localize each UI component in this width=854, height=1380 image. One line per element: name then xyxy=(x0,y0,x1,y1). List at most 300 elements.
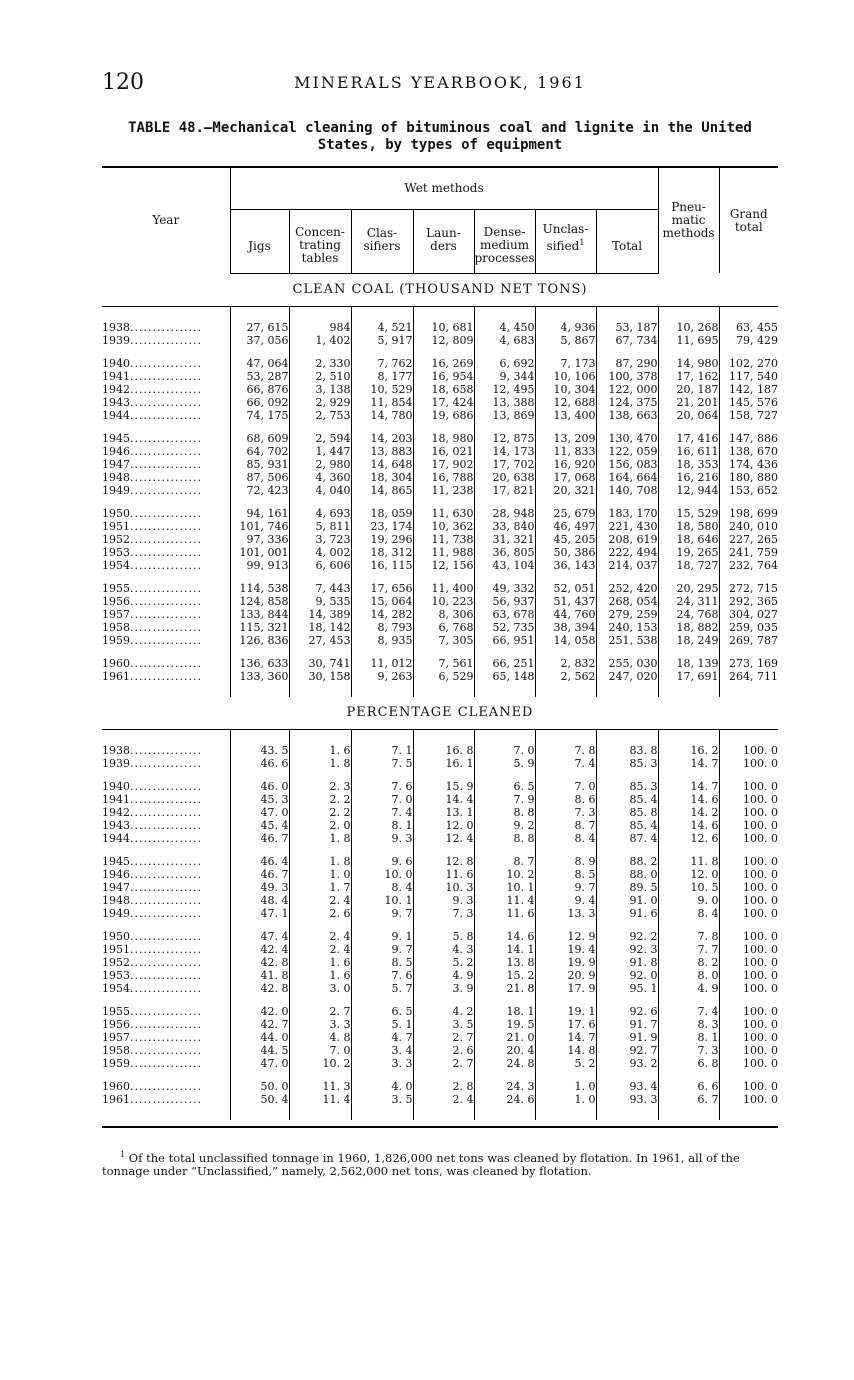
classifiers-cell: 18, 312 xyxy=(351,546,413,559)
classifiers-cell: 18, 304 xyxy=(351,471,413,484)
grand-total-cell: 100. 0 xyxy=(719,819,778,832)
unclassified-cell: 1. 0 xyxy=(535,1093,596,1106)
jigs-cell: 37, 056 xyxy=(230,334,289,347)
table-row xyxy=(102,657,778,670)
dense-medium-cell: 8. 7 xyxy=(474,855,535,868)
year-cell xyxy=(102,907,230,920)
jigs-cell: 66, 876 xyxy=(230,383,289,396)
grand-total-cell: 147, 886 xyxy=(719,432,778,445)
year-cell xyxy=(102,1044,230,1057)
launders-cell: 11. 6 xyxy=(413,868,474,881)
jigs-cell: 44. 5 xyxy=(230,1044,289,1057)
classifiers-cell: 9. 3 xyxy=(351,832,413,845)
table-row xyxy=(102,533,778,546)
jigs-cell: 47. 0 xyxy=(230,1057,289,1070)
pneumatic-cell: 12. 0 xyxy=(658,868,719,881)
unclassified-cell: 2, 832 xyxy=(535,657,596,670)
grand-total-cell: 292, 365 xyxy=(719,595,778,608)
running-head: MINERALS YEARBOOK, 1961 xyxy=(294,73,586,92)
year-cell xyxy=(102,484,230,497)
jigs-cell: 133, 360 xyxy=(230,670,289,683)
classifiers-cell: 9. 6 xyxy=(351,855,413,868)
pneumatic-cell: 16, 611 xyxy=(658,445,719,458)
table-row xyxy=(102,471,778,484)
table-row xyxy=(102,744,778,757)
concentrating-tables-cell: 5, 811 xyxy=(289,520,351,533)
year-cell xyxy=(102,432,230,445)
year-cell xyxy=(102,445,230,458)
concentrating-tables-cell: 2. 2 xyxy=(289,793,351,806)
year-cell xyxy=(102,1080,230,1093)
table-row xyxy=(102,559,778,572)
leader-dots: ................ xyxy=(130,929,202,943)
table-row xyxy=(102,409,778,422)
dense-medium-cell: 56, 937 xyxy=(474,595,535,608)
unclassified-cell: 10, 106 xyxy=(535,370,596,383)
concentrating-tables-cell: 3. 3 xyxy=(289,1018,351,1031)
header-wet-methods: Wet methods xyxy=(230,167,658,209)
leader-dots: ................ xyxy=(130,779,202,793)
total-cell: 95. 1 xyxy=(596,982,658,995)
leader-dots: ................ xyxy=(130,581,202,595)
year-cell xyxy=(102,321,230,334)
year-label: 1961 xyxy=(102,1092,130,1106)
concentrating-tables-cell: 2. 0 xyxy=(289,819,351,832)
jigs-cell: 126, 836 xyxy=(230,634,289,647)
launders-cell: 10, 223 xyxy=(413,595,474,608)
total-cell: 53, 187 xyxy=(596,321,658,334)
unclassified-cell: 10, 304 xyxy=(535,383,596,396)
pneumatic-cell: 15, 529 xyxy=(658,507,719,520)
unclassified-cell: 46, 497 xyxy=(535,520,596,533)
total-cell: 92. 2 xyxy=(596,930,658,943)
unclassified-cell: 7. 4 xyxy=(535,757,596,770)
dense-medium-cell: 18. 1 xyxy=(474,1005,535,1018)
leader-dots: ................ xyxy=(130,756,202,770)
total-cell: 92. 0 xyxy=(596,969,658,982)
grand-total-cell: 100. 0 xyxy=(719,982,778,995)
jigs-cell: 41. 8 xyxy=(230,969,289,982)
concentrating-tables-cell: 4, 002 xyxy=(289,546,351,559)
pneumatic-cell: 20, 295 xyxy=(658,582,719,595)
pneumatic-cell: 14, 980 xyxy=(658,357,719,370)
unclassified-cell: 45, 205 xyxy=(535,533,596,546)
classifiers-cell: 7. 4 xyxy=(351,806,413,819)
leader-dots: ................ xyxy=(130,333,202,347)
dense-medium-cell: 7. 9 xyxy=(474,793,535,806)
pneumatic-cell: 16, 216 xyxy=(658,471,719,484)
launders-cell: 18, 980 xyxy=(413,432,474,445)
year-label: 1956 xyxy=(102,594,130,608)
group-spacer xyxy=(102,347,778,357)
leader-dots: ................ xyxy=(130,532,202,546)
launders-cell: 16, 788 xyxy=(413,471,474,484)
pneumatic-cell: 18, 249 xyxy=(658,634,719,647)
table-row xyxy=(102,1018,778,1031)
year-cell xyxy=(102,894,230,907)
pneumatic-cell: 18, 646 xyxy=(658,533,719,546)
classifiers-cell: 9, 263 xyxy=(351,670,413,683)
pneumatic-cell: 11, 695 xyxy=(658,334,719,347)
classifiers-cell: 8, 935 xyxy=(351,634,413,647)
year-cell xyxy=(102,1031,230,1044)
year-label: 1956 xyxy=(102,1017,130,1031)
grand-total-cell: 264, 711 xyxy=(719,670,778,683)
table-row xyxy=(102,907,778,920)
year-cell xyxy=(102,982,230,995)
year-label: 1941 xyxy=(102,792,130,806)
year-cell xyxy=(102,806,230,819)
grand-total-cell: 272, 715 xyxy=(719,582,778,595)
unclassified-cell: 8. 6 xyxy=(535,793,596,806)
leader-dots: ................ xyxy=(130,906,202,920)
dense-medium-cell: 63, 678 xyxy=(474,608,535,621)
concentrating-tables-cell: 2, 980 xyxy=(289,458,351,471)
launders-cell: 5. 2 xyxy=(413,956,474,969)
concentrating-tables-cell: 4, 693 xyxy=(289,507,351,520)
total-cell: 214, 037 xyxy=(596,559,658,572)
leader-dots: ................ xyxy=(130,519,202,533)
total-cell: 85. 3 xyxy=(596,780,658,793)
dense-medium-cell: 11. 4 xyxy=(474,894,535,907)
year-cell xyxy=(102,396,230,409)
year-label: 1961 xyxy=(102,669,130,683)
total-cell: 85. 3 xyxy=(596,757,658,770)
year-cell xyxy=(102,832,230,845)
page-header xyxy=(102,70,778,100)
grand-total-cell: 100. 0 xyxy=(719,868,778,881)
year-label: 1940 xyxy=(102,356,130,370)
year-cell xyxy=(102,1093,230,1106)
dense-medium-cell: 52, 735 xyxy=(474,621,535,634)
grand-total-cell: 102, 270 xyxy=(719,357,778,370)
launders-cell: 17, 902 xyxy=(413,458,474,471)
table-row xyxy=(102,520,778,533)
total-cell: 92. 6 xyxy=(596,1005,658,1018)
launders-cell: 11, 738 xyxy=(413,533,474,546)
table-row xyxy=(102,943,778,956)
concentrating-tables-cell: 1. 0 xyxy=(289,868,351,881)
concentrating-tables-cell: 14, 389 xyxy=(289,608,351,621)
table-row xyxy=(102,621,778,634)
unclassified-cell: 8. 9 xyxy=(535,855,596,868)
year-cell xyxy=(102,582,230,595)
jigs-cell: 46. 4 xyxy=(230,855,289,868)
year-cell xyxy=(102,409,230,422)
grand-total-cell: 100. 0 xyxy=(719,969,778,982)
grand-total-cell: 100. 0 xyxy=(719,1005,778,1018)
year-cell xyxy=(102,507,230,520)
table-row xyxy=(102,1044,778,1057)
dense-medium-cell: 15. 2 xyxy=(474,969,535,982)
pneumatic-cell: 10. 5 xyxy=(658,881,719,894)
jigs-cell: 42. 7 xyxy=(230,1018,289,1031)
launders-cell: 10. 3 xyxy=(413,881,474,894)
jigs-cell: 85, 931 xyxy=(230,458,289,471)
total-cell: 87. 4 xyxy=(596,832,658,845)
launders-cell: 16. 8 xyxy=(413,744,474,757)
classifiers-cell: 10. 0 xyxy=(351,868,413,881)
unclassified-cell: 25, 679 xyxy=(535,507,596,520)
table-row xyxy=(102,969,778,982)
footnote-text-line-2: tonnage under “Unclassified,” namely, 2,562,000 net tons, was cleaned by flotation. xyxy=(102,1163,592,1178)
section-end-spacer xyxy=(102,683,778,697)
year-label: 1942 xyxy=(102,382,130,396)
year-cell xyxy=(102,670,230,683)
leader-dots: ................ xyxy=(130,483,202,497)
dense-medium-cell: 12, 875 xyxy=(474,432,535,445)
jigs-cell: 42. 8 xyxy=(230,956,289,969)
dense-medium-cell: 14, 173 xyxy=(474,445,535,458)
total-cell: 91. 7 xyxy=(596,1018,658,1031)
group-spacer xyxy=(102,497,778,507)
leader-dots: ................ xyxy=(130,356,202,370)
total-cell: 91. 0 xyxy=(596,894,658,907)
jigs-cell: 47. 0 xyxy=(230,806,289,819)
pneumatic-cell: 14. 7 xyxy=(658,757,719,770)
dense-medium-cell: 20. 4 xyxy=(474,1044,535,1057)
pneumatic-cell: 14. 6 xyxy=(658,793,719,806)
concentrating-tables-cell: 6, 606 xyxy=(289,559,351,572)
grand-total-cell: 142, 187 xyxy=(719,383,778,396)
table-row xyxy=(102,634,778,647)
leader-dots: ................ xyxy=(130,854,202,868)
year-label: 1957 xyxy=(102,1030,130,1044)
year-cell xyxy=(102,868,230,881)
grand-total-cell: 100. 0 xyxy=(719,956,778,969)
concentrating-tables-cell: 2, 330 xyxy=(289,357,351,370)
group-spacer xyxy=(102,729,778,744)
year-label: 1945 xyxy=(102,431,130,445)
launders-cell: 17, 424 xyxy=(413,396,474,409)
grand-total-cell: 232, 764 xyxy=(719,559,778,572)
jigs-cell: 42. 8 xyxy=(230,982,289,995)
unclassified-cell: 52, 051 xyxy=(535,582,596,595)
unclassified-cell: 8. 5 xyxy=(535,868,596,881)
table-title xyxy=(102,120,778,154)
year-label: 1939 xyxy=(102,756,130,770)
grand-total-cell: 100. 0 xyxy=(719,793,778,806)
launders-cell: 2. 7 xyxy=(413,1057,474,1070)
pneumatic-cell: 7. 4 xyxy=(658,1005,719,1018)
pneumatic-cell: 8. 2 xyxy=(658,956,719,969)
page-number: 120 xyxy=(102,70,144,95)
pneumatic-cell: 6. 6 xyxy=(658,1080,719,1093)
total-cell: 93. 2 xyxy=(596,1057,658,1070)
jigs-cell: 27, 615 xyxy=(230,321,289,334)
total-cell: 247, 020 xyxy=(596,670,658,683)
data-table xyxy=(102,166,778,1128)
pneumatic-cell: 10, 268 xyxy=(658,321,719,334)
launders-cell: 11, 238 xyxy=(413,484,474,497)
leader-dots: ................ xyxy=(130,558,202,572)
jigs-cell: 64, 702 xyxy=(230,445,289,458)
dense-medium-cell: 24. 3 xyxy=(474,1080,535,1093)
concentrating-tables-cell: 1, 402 xyxy=(289,334,351,347)
footnote xyxy=(102,1148,778,1178)
leader-dots: ................ xyxy=(130,369,202,383)
dense-medium-cell: 8. 8 xyxy=(474,832,535,845)
leader-dots: ................ xyxy=(130,545,202,559)
table-row xyxy=(102,1080,778,1093)
year-label: 1946 xyxy=(102,444,130,458)
jigs-cell: 49. 3 xyxy=(230,881,289,894)
table-row xyxy=(102,819,778,832)
leader-dots: ................ xyxy=(130,955,202,969)
unclassified-cell: 20, 321 xyxy=(535,484,596,497)
unclassified-cell: 38, 394 xyxy=(535,621,596,634)
classifiers-cell: 14, 780 xyxy=(351,409,413,422)
leader-dots: ................ xyxy=(130,620,202,634)
grand-total-cell: 145, 576 xyxy=(719,396,778,409)
concentrating-tables-cell: 1. 6 xyxy=(289,969,351,982)
grand-total-cell: 153, 652 xyxy=(719,484,778,497)
concentrating-tables-cell: 30, 741 xyxy=(289,657,351,670)
jigs-cell: 115, 321 xyxy=(230,621,289,634)
year-label: 1938 xyxy=(102,320,130,334)
group-spacer xyxy=(102,306,778,321)
launders-cell: 11, 630 xyxy=(413,507,474,520)
pneumatic-cell: 18, 353 xyxy=(658,458,719,471)
launders-cell: 18, 658 xyxy=(413,383,474,396)
jigs-cell: 45. 3 xyxy=(230,793,289,806)
grand-total-cell: 100. 0 xyxy=(719,806,778,819)
launders-cell: 16, 269 xyxy=(413,357,474,370)
grand-total-cell: 227, 265 xyxy=(719,533,778,546)
classifiers-cell: 23, 174 xyxy=(351,520,413,533)
total-cell: 255, 030 xyxy=(596,657,658,670)
launders-cell: 12. 8 xyxy=(413,855,474,868)
total-cell: 130, 470 xyxy=(596,432,658,445)
concentrating-tables-cell: 2. 4 xyxy=(289,894,351,907)
classifiers-cell: 3. 3 xyxy=(351,1057,413,1070)
unclassified-cell: 11, 833 xyxy=(535,445,596,458)
table-row xyxy=(102,855,778,868)
jigs-cell: 87, 506 xyxy=(230,471,289,484)
table-row xyxy=(102,445,778,458)
leader-dots: ................ xyxy=(130,431,202,445)
classifiers-cell: 11, 854 xyxy=(351,396,413,409)
year-cell xyxy=(102,334,230,347)
table-row xyxy=(102,357,778,370)
year-cell xyxy=(102,943,230,956)
concentrating-tables-cell: 1. 8 xyxy=(289,855,351,868)
total-cell: 100, 378 xyxy=(596,370,658,383)
concentrating-tables-cell: 3, 138 xyxy=(289,383,351,396)
dense-medium-cell: 17, 821 xyxy=(474,484,535,497)
pneumatic-cell: 7. 7 xyxy=(658,943,719,956)
group-spacer xyxy=(102,422,778,432)
dense-medium-cell: 66, 951 xyxy=(474,634,535,647)
table-row xyxy=(102,670,778,683)
group-spacer xyxy=(102,770,778,780)
year-label: 1940 xyxy=(102,779,130,793)
table-row xyxy=(102,321,778,334)
table-row xyxy=(102,383,778,396)
table-row xyxy=(102,793,778,806)
launders-cell: 11, 988 xyxy=(413,546,474,559)
unclassified-cell: 19. 4 xyxy=(535,943,596,956)
leader-dots: ................ xyxy=(130,395,202,409)
total-cell: 222, 494 xyxy=(596,546,658,559)
grand-total-cell: 100. 0 xyxy=(719,1057,778,1070)
dense-medium-cell: 49, 332 xyxy=(474,582,535,595)
header-launders: Laun- ders xyxy=(413,209,474,273)
total-cell: 91. 9 xyxy=(596,1031,658,1044)
launders-cell: 7, 305 xyxy=(413,634,474,647)
leader-dots: ................ xyxy=(130,867,202,881)
unclassified-cell: 7, 173 xyxy=(535,357,596,370)
table-row xyxy=(102,982,778,995)
dense-medium-cell: 6. 5 xyxy=(474,780,535,793)
classifiers-cell: 10. 1 xyxy=(351,894,413,907)
dense-medium-cell: 31, 321 xyxy=(474,533,535,546)
table-row xyxy=(102,432,778,445)
year-label: 1943 xyxy=(102,818,130,832)
header-concentrating-tables: Concen- trating tables xyxy=(289,209,351,273)
year-cell xyxy=(102,595,230,608)
jigs-cell: 94, 161 xyxy=(230,507,289,520)
classifiers-cell: 14, 865 xyxy=(351,484,413,497)
unclassified-cell: 5, 867 xyxy=(535,334,596,347)
jigs-cell: 42. 0 xyxy=(230,1005,289,1018)
unclassified-cell: 14. 7 xyxy=(535,1031,596,1044)
year-label: 1951 xyxy=(102,519,130,533)
pneumatic-cell: 20, 064 xyxy=(658,409,719,422)
year-label: 1954 xyxy=(102,981,130,995)
concentrating-tables-cell: 30, 158 xyxy=(289,670,351,683)
year-label: 1955 xyxy=(102,1004,130,1018)
pneumatic-cell: 24, 311 xyxy=(658,595,719,608)
total-cell: 85. 8 xyxy=(596,806,658,819)
total-cell: 83. 8 xyxy=(596,744,658,757)
grand-total-cell: 138, 670 xyxy=(719,445,778,458)
unclassified-cell: 5. 2 xyxy=(535,1057,596,1070)
classifiers-cell: 4. 7 xyxy=(351,1031,413,1044)
leader-dots: ................ xyxy=(130,1056,202,1070)
total-cell: 156, 083 xyxy=(596,458,658,471)
concentrating-tables-cell: 1. 8 xyxy=(289,757,351,770)
year-cell xyxy=(102,533,230,546)
dense-medium-cell: 9. 2 xyxy=(474,819,535,832)
unclassified-cell: 17. 9 xyxy=(535,982,596,995)
dense-medium-cell: 8. 8 xyxy=(474,806,535,819)
header-grand-total: Grand total xyxy=(719,167,778,273)
total-cell: 252, 420 xyxy=(596,582,658,595)
unclassified-cell: 9. 4 xyxy=(535,894,596,907)
pneumatic-cell: 12, 944 xyxy=(658,484,719,497)
header-unclassified: Unclas- sified$^1$ xyxy=(535,209,596,273)
total-cell: 85. 4 xyxy=(596,819,658,832)
pneumatic-cell: 6. 7 xyxy=(658,1093,719,1106)
year-label: 1943 xyxy=(102,395,130,409)
grand-total-cell: 100. 0 xyxy=(719,1031,778,1044)
jigs-cell: 46. 0 xyxy=(230,780,289,793)
grand-total-cell: 100. 0 xyxy=(719,930,778,943)
dense-medium-cell: 11. 6 xyxy=(474,907,535,920)
header-total: Total xyxy=(596,209,658,273)
jigs-cell: 136, 633 xyxy=(230,657,289,670)
concentrating-tables-cell: 4. 8 xyxy=(289,1031,351,1044)
concentrating-tables-cell: 27, 453 xyxy=(289,634,351,647)
unclassified-cell: 8. 7 xyxy=(535,819,596,832)
year-cell xyxy=(102,881,230,894)
pneumatic-cell: 18, 580 xyxy=(658,520,719,533)
jigs-cell: 48. 4 xyxy=(230,894,289,907)
leader-dots: ................ xyxy=(130,1092,202,1106)
concentrating-tables-cell: 11. 4 xyxy=(289,1093,351,1106)
header-pneumatic-methods: Pneu- matic methods xyxy=(658,167,719,273)
